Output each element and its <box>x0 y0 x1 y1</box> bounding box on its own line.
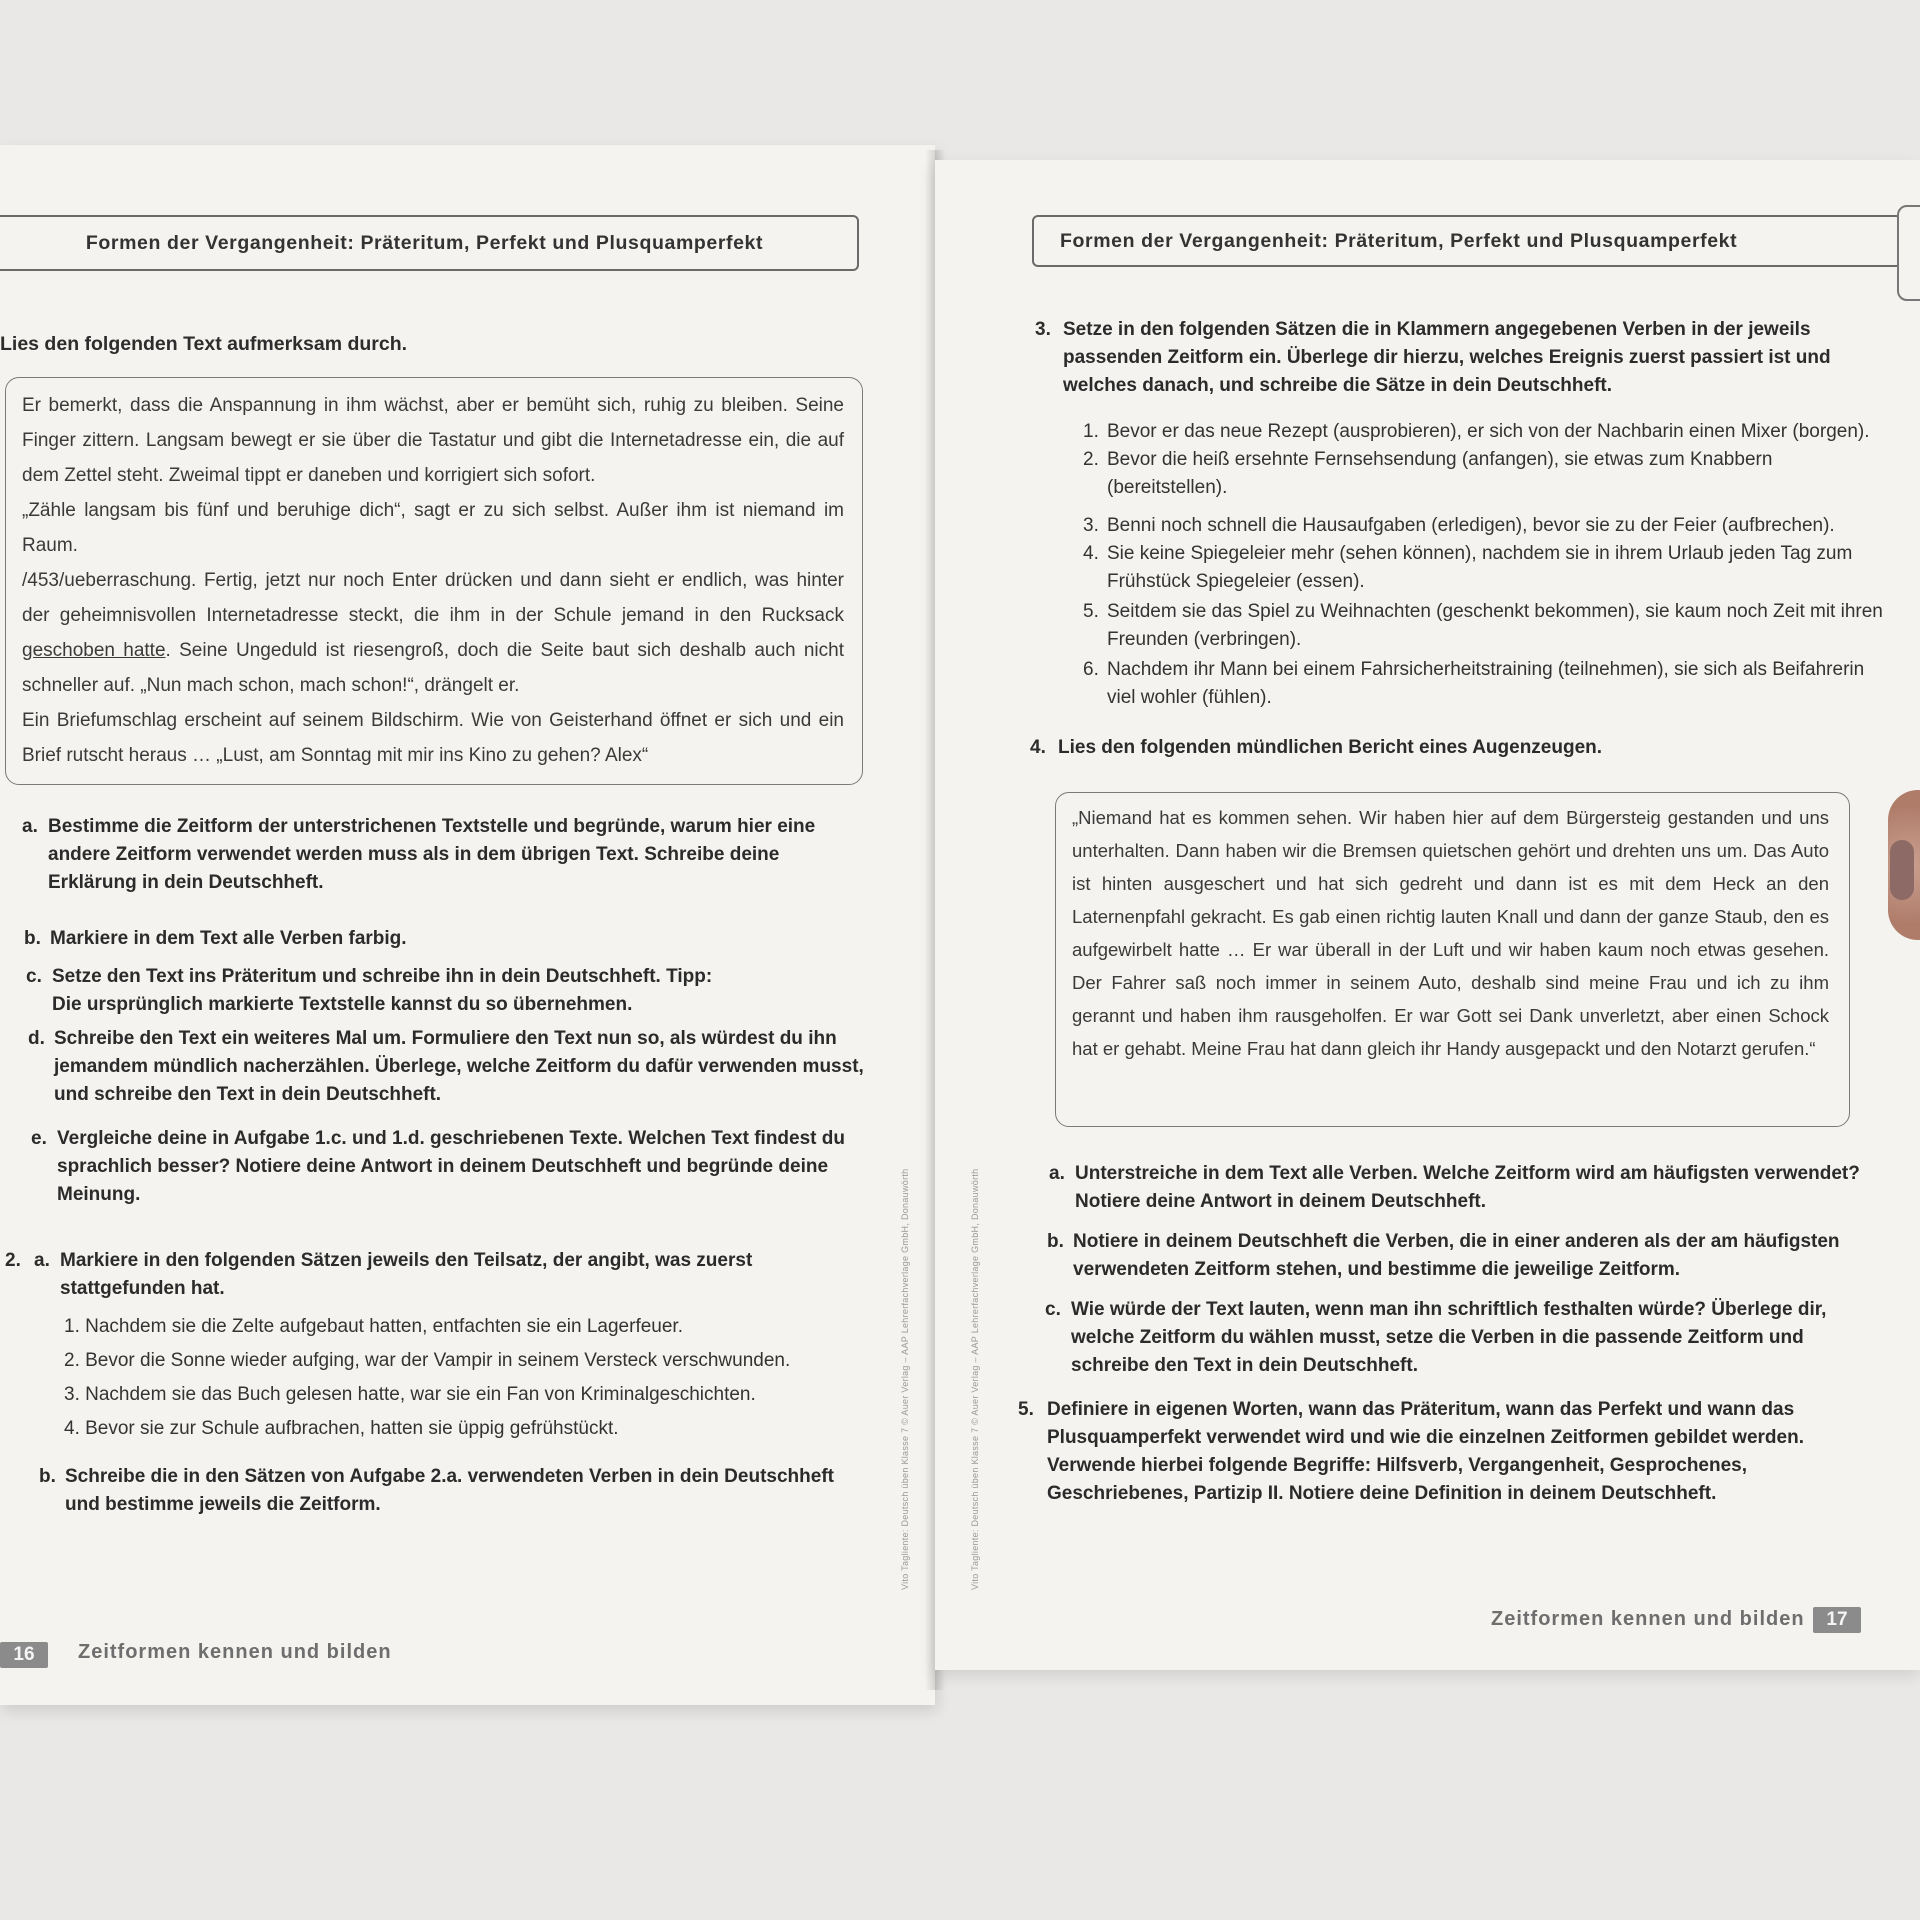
thumbnail <box>1890 840 1914 900</box>
task-text: Notiere in deinem Deutschheft die Verben, die in einer anderen als der am häufigsten verwendeten Zeitform stehen, und bestimme die jeweilige Zeitform. <box>1073 1231 1840 1280</box>
task-1d <box>28 1025 869 1109</box>
task-4c <box>1045 1296 1871 1380</box>
task-5-number: 5. <box>1018 1399 1034 1420</box>
task-4a <box>1049 1160 1875 1216</box>
item-text: Sie keine Spiegeleier mehr (sehen können), nachdem sie in ihrem Urlaub jeden Tag zum Frühstück Spiegeleier (essen). <box>1107 543 1853 592</box>
witness-report-text: „Niemand hat es kommen sehen. Wir haben hier auf dem Bürgersteig gestanden und uns unterhalten. Dann haben wir die Bremsen quietschen gehört und drehten uns um. Das Auto ist hinten ausgeschert und hat sich gedreht und dann ist es mit dem Heck an den Laternenpfahl gekracht. Es gab einen richtig lauten Knall und dann der ganze Staub, den es aufgewirbelt hatte … Er war überall in der Luft und wir haben kaum noch etwas gesehen. Der Fahrer saß noch immer in seinem Auto, deshalb sind meine Frau und ich zu ihm gerannt und haben ihm rausgeholfen. Er war Gott sei Dank unverletzt, aber einen Schock hat er gehabt. Meine Frau hat dann gleich ihr Handy ausgepackt und den Notarzt gerufen.“ <box>1072 807 1829 1059</box>
item-number: 5. <box>1083 601 1099 622</box>
item-number: 3. <box>1083 515 1099 536</box>
story-text: /453/ueberraschung. Fertig, jetzt nur noch Enter drücken und dann sieht er endlich, was hinter der geheimnisvollen Internetadresse steckt, die ihm in der Schule jemand in den Rucksack <box>22 570 844 626</box>
task-text: Schreibe die in den Sätzen von Aufgabe 2.a. verwendeten Verben in dein Deutschheft und bestimme jeweils die Zeitform. <box>65 1466 834 1515</box>
task-3-text: Setze in den folgenden Sätzen die in Klammern angegebenen Verben in der jeweils passenden Zeitform ein. Überlege dir hierzu, welches Ereignis zuerst passiert ist und welches danach, und schreibe die Sätze in dein Deutschheft. <box>1063 319 1831 396</box>
task3-item <box>1083 418 1893 446</box>
sentence-item: 1. Nachdem sie die Zelte aufgebaut hatten, entfachten sie ein Lagerfeuer. <box>64 1316 683 1337</box>
task-4-text: Lies den folgenden mündlichen Bericht eines Augenzeugen. <box>1058 737 1603 758</box>
item-number: 2. <box>1083 449 1099 470</box>
task-1a <box>22 813 863 897</box>
task-2b <box>39 1463 865 1519</box>
item-number: 1. <box>1083 421 1099 442</box>
task3-item <box>1083 656 1893 712</box>
story-box <box>5 377 863 785</box>
copyright-note: Vito Tagliente: Deutsch üben Klasse 7 © Auer Verlag – AAP Lehrerfachverlage GmbH, Donauwörth <box>900 1168 910 1590</box>
task3-item <box>1083 598 1893 654</box>
chapter-footer-left: Zeitformen kennen und bilden <box>78 1641 392 1663</box>
witness-report-box <box>1055 792 1850 1127</box>
task-text: Markiere in dem Text alle Verben farbig. <box>50 928 407 949</box>
task-label: a. <box>1049 1163 1065 1184</box>
task-label: e. <box>31 1128 47 1149</box>
task-text: Unterstreiche in dem Text alle Verben. Welche Zeitform wird am häufigsten verwendet? Notiere deine Antwort in deinem Deutschheft. <box>1075 1163 1860 1212</box>
task-2-number: 2. <box>5 1250 21 1271</box>
left-page <box>0 145 935 1705</box>
story-paragraph: Ein Briefumschlag erscheint auf seinem Bildschirm. Wie von Geisterhand öffnet er sich und ein Brief rutscht heraus … „Lust, am Sonntag mit mir ins Kino zu gehen? Alex“ <box>22 710 844 766</box>
task-3-number: 3. <box>1035 319 1051 340</box>
task3-item <box>1083 512 1893 540</box>
story-paragraph: „Zähle langsam bis fünf und beruhige dich“, sagt er zu sich selbst. Außer ihm ist niemand im Raum. <box>22 500 844 556</box>
task-4-number: 4. <box>1030 737 1046 758</box>
task3-item <box>1083 446 1893 502</box>
task-label: a. <box>34 1250 50 1271</box>
sentence-item: 3. Nachdem sie das Buch gelesen hatte, war sie ein Fan von Kriminalgeschichten. <box>64 1384 756 1405</box>
task-1c <box>26 963 722 1019</box>
right-page <box>935 160 1920 1670</box>
story-paragraph <box>22 563 844 703</box>
task-text: Setze den Text ins Präteritum und schreibe ihn in dein Deutschheft. Tipp: Die ursprünglich markierte Textstelle kannst du so übernehmen. <box>52 966 713 1015</box>
task-text: Schreibe den Text ein weiteres Mal um. Formuliere den Text nun so, als würdest du ihn jemandem mündlich nacherzählen. Überlege, welche Zeitform du dafür verwenden musst, und schreibe den Text in dein Deutschheft. <box>54 1028 864 1105</box>
page-header-left: Formen der Vergangenheit: Präteritum, Perfekt und Plusquamperfekt <box>0 215 859 271</box>
task-2a <box>34 1247 865 1303</box>
sentence-item: 4. Bevor sie zur Schule aufbrachen, hatten sie üppig gefrühstückt. <box>64 1418 619 1439</box>
task-4b <box>1047 1228 1878 1284</box>
task-text: Bestimme die Zeitform der unterstrichenen Textstelle und begründe, warum hier eine andere Zeitform verwendet werden muss als in dem übrigen Text. Schreibe deine Erklärung in dein Deutschheft. <box>48 816 816 893</box>
item-text: Bevor die heiß ersehnte Fernsehsendung (anfangen), sie etwas zum Knabbern (bereitstellen). <box>1107 449 1773 498</box>
task-label: c. <box>1045 1299 1061 1320</box>
task-1b <box>24 925 865 953</box>
page-number-right: 17 <box>1813 1607 1861 1633</box>
task-label: d. <box>28 1028 45 1049</box>
task-label: b. <box>24 928 41 949</box>
item-text: Seitdem sie das Spiel zu Weihnachten (geschenkt bekommen), sie kaum noch Zeit mit ihren Freunden (verbringen). <box>1107 601 1883 650</box>
task-text: Wie würde der Text lauten, wenn man ihn schriftlich festhalten würde? Überlege dir, welche Zeitform du wählen musst, setze die Verben in die passende Zeitform und schreibe den Text in dein Deutschheft. <box>1071 1299 1827 1376</box>
task-label: b. <box>39 1466 56 1487</box>
task-label: a. <box>22 816 38 837</box>
task-1e <box>31 1125 867 1209</box>
task3-item <box>1083 540 1893 596</box>
page-header-right: Formen der Vergangenheit: Präteritum, Perfekt und Plusquamperfekt <box>1032 215 1902 267</box>
task-5-text: Definiere in eigenen Worten, wann das Präteritum, wann das Perfekt und wann das Plusquamperfekt verwendet wird und wie die einzelnen Zeitformen gebildet werden. Verwende hierbei folgende Begriffe: Hilfsverb, Vergangenheit, Gesprochenes, Geschriebenes, Partizip II. Notiere deine Definition in deinem Deutschheft. <box>1047 1399 1804 1504</box>
task-label: b. <box>1047 1231 1064 1252</box>
story-paragraph: Er bemerkt, dass die Anspannung in ihm wächst, aber er bemüht sich, ruhig zu bleiben. Seine Finger zittern. Langsam bewegt er sie über die Tastatur und gibt die Internetadresse ein, die auf dem Zettel steht. Zweimal tippt er daneben und korrigiert sich sofort. <box>22 395 844 486</box>
page-number-left: 16 <box>0 1642 48 1668</box>
item-text: Benni noch schnell die Hausaufgaben (erledigen), bevor sie zu der Feier (aufbrechen). <box>1107 515 1835 536</box>
underlined-passage: geschoben hatte <box>22 640 166 661</box>
sentence-item: 2. Bevor die Sonne wieder aufging, war der Vampir in seinem Versteck verschwunden. <box>64 1350 791 1371</box>
task1-intro: Lies den folgenden Text aufmerksam durch. <box>0 333 408 355</box>
task-text: Markiere in den folgenden Sätzen jeweils den Teilsatz, der angibt, was zuerst stattgefunden hat. <box>60 1250 753 1299</box>
copyright-note: Vito Tagliente: Deutsch üben Klasse 7 © Auer Verlag – AAP Lehrerfachverlage GmbH, Donauwörth <box>970 1168 980 1590</box>
task-label: c. <box>26 966 42 987</box>
task-text: Vergleiche deine in Aufgabe 1.c. und 1.d. geschriebenen Texte. Welchen Text findest du sprachlich besser? Notiere deine Antwort in deinem Deutschheft und begründe deine Meinung. <box>57 1128 845 1205</box>
page-tab-edge <box>1897 205 1920 301</box>
item-number: 6. <box>1083 659 1099 680</box>
item-number: 4. <box>1083 543 1099 564</box>
item-text: Bevor er das neue Rezept (ausprobieren), er sich von der Nachbarin einen Mixer (borgen). <box>1107 421 1870 442</box>
story-text: . Seine Ungeduld ist riesengroß, doch die Seite baut sich deshalb auch nicht schneller auf. „Nun mach schon, mach schon!“, drängelt er. <box>22 640 844 696</box>
item-text: Nachdem ihr Mann bei einem Fahrsicherheitstraining (teilnehmen), sie sich als Beifahrerin viel wohler (fühlen). <box>1107 659 1865 708</box>
chapter-footer-right: Zeitformen kennen und bilden <box>1491 1608 1805 1630</box>
